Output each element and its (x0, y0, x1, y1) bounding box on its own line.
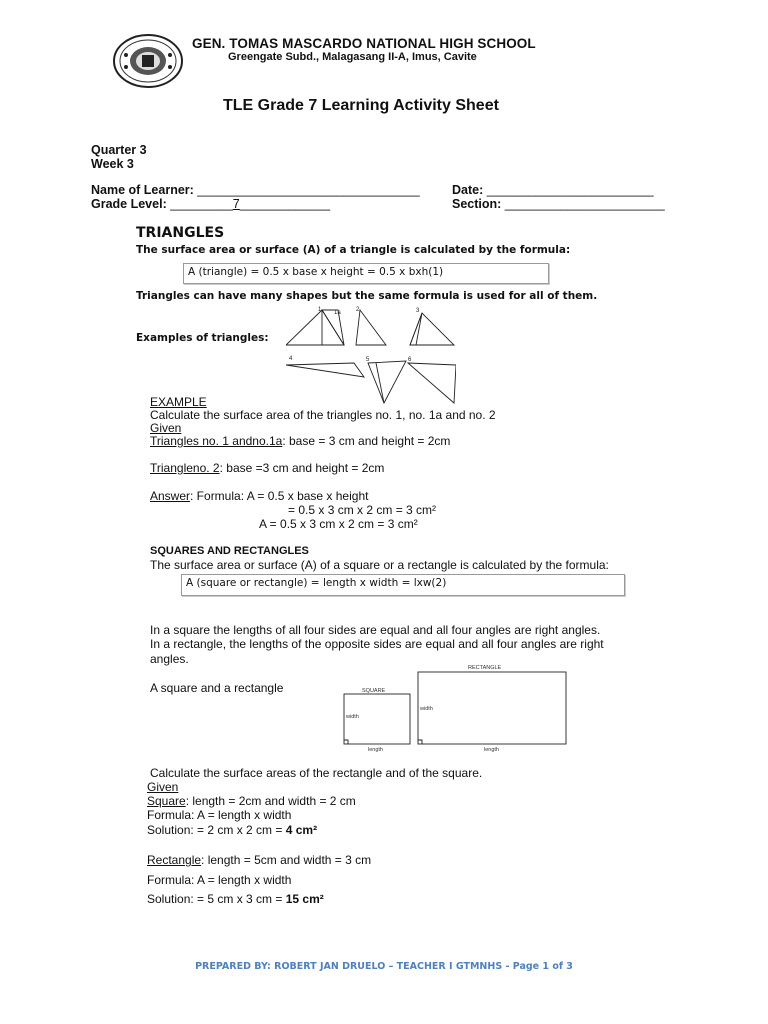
square-given-label: Square (147, 794, 186, 808)
grade-level-field (91, 197, 330, 211)
example-answer-label: Answer (150, 489, 191, 503)
section-field (452, 197, 665, 211)
triangle-label-1a: 1a (334, 310, 341, 316)
triangles-heading: TRIANGLES (136, 225, 225, 241)
square-answer: 4 cm² (285, 823, 318, 837)
rectangle-shape (418, 672, 566, 744)
rectangle-answer: 15 cm² (285, 892, 324, 906)
examples-label: Examples of triangles: (136, 332, 269, 344)
rectangle-given (147, 853, 371, 867)
example-answer-rest: : Formula: A = 0.5 x base x height (190, 489, 369, 503)
rectangle-given-rest: : length = 5cm and width = 3 cm (201, 853, 372, 867)
school-seal-logo (112, 33, 184, 89)
rectangle-width-label: width (420, 706, 433, 712)
squares-intro: The surface area or surface (A) of a square or a rectangle is calculated by the formula: (150, 558, 609, 572)
squares-desc2: In a rectangle, the lengths of the opposite sides are equal and all four angles are right (150, 637, 604, 651)
triangle-label-6: 6 (408, 357, 412, 363)
calc-given: Given (147, 780, 179, 794)
squares-heading: SQUARES AND RECTANGLES (150, 545, 309, 557)
triangles-note: Triangles can have many shapes but the same formula is used for all of them. (136, 290, 598, 302)
rectangle-length-label: length (484, 747, 499, 752)
square-given-rest: : length = 2cm and width = 2 cm (185, 794, 356, 808)
example-line1 (150, 434, 450, 448)
triangle-label-2: 2 (356, 307, 360, 313)
name-blank: ________________________________ (197, 183, 420, 197)
school-address: Greengate Subd., Malagasang II-A, Imus, Cavite (228, 51, 477, 63)
example-answer-line2: = 0.5 x 3 cm x 2 cm = 3 cm² (288, 503, 437, 517)
squares-desc1: In a square the lengths of all four sides are equal and all four angles are right angles. (150, 623, 601, 637)
section-blank: _______________________ (504, 197, 665, 211)
square-formula-box (181, 574, 625, 596)
grade-value: 7 (232, 197, 240, 211)
example-answer-line3: A = 0.5 x 3 cm x 2 cm = 3 cm² (259, 517, 418, 531)
example-line1-rest: : base = 3 cm and height = 2cm (282, 434, 451, 448)
date-field (452, 183, 654, 197)
triangle-label-1: 1 (318, 307, 322, 313)
example-heading: EXAMPLE (150, 395, 207, 409)
example-answer (150, 489, 368, 503)
quarter-label: Quarter 3 (91, 143, 147, 157)
example-given: Given (150, 421, 182, 435)
square-solution (147, 823, 317, 837)
page-title: TLE Grade 7 Learning Activity Sheet (223, 97, 499, 114)
week-label: Week 3 (91, 157, 134, 171)
square-length-label: length (368, 747, 383, 752)
rectangle-title: RECTANGLE (468, 665, 502, 671)
rectangle-formula-line: Formula: A = length x width (147, 873, 292, 887)
example-line2 (150, 461, 384, 475)
triangle-formula-box (183, 263, 549, 284)
calc-task: Calculate the surface areas of the rectangle and of the square. (150, 766, 483, 780)
triangles-figure (286, 305, 456, 405)
name-of-learner-field (91, 183, 420, 197)
rectangle-given-label: Rectangle (147, 853, 202, 867)
grade-blank-post: _____________ (239, 197, 331, 211)
example-line2-rest: : base =3 cm and height = 2cm (219, 461, 385, 475)
date-blank: ________________________ (486, 183, 654, 197)
figure-caption: A square and a rectangle (150, 681, 284, 695)
triangle-label-3: 3 (416, 308, 420, 314)
square-given (147, 794, 356, 808)
squares-desc3: angles. (150, 652, 189, 666)
triangles-intro: The surface area or surface (A) of a triangle is calculated by the formula: (136, 244, 571, 256)
square-solution-text: Solution: = 2 cm x 2 cm = (147, 823, 286, 837)
section-label: Section: (452, 197, 502, 211)
rectangle-solution-text: Solution: = 5 cm x 3 cm = (147, 892, 286, 906)
square-rectangle-figure (338, 660, 570, 752)
name-label: Name of Learner: (91, 183, 194, 197)
page-footer: PREPARED BY: ROBERT JAN DRUELO – TEACHER I GTMNHS - Page 1 of 3 (195, 961, 573, 972)
square-width-label: width (346, 714, 359, 720)
triangle-formula: A (triangle) = 0.5 x base x height = 0.5 x bxh(1) (188, 266, 444, 278)
grade-label: Grade Level: (91, 197, 167, 211)
example-task: Calculate the surface area of the triangles no. 1, no. 1a and no. 2 (150, 408, 496, 422)
date-label: Date: (452, 183, 484, 197)
square-formula: A (square or rectangle) = length x width = lxw(2) (186, 577, 447, 589)
example-line2-label: Triangleno. 2 (150, 461, 220, 475)
square-formula-line: Formula: A = length x width (147, 808, 292, 822)
triangle-label-4: 4 (289, 356, 293, 362)
example-line1-label: Triangles no. 1 andno.1a (150, 434, 283, 448)
rectangle-solution (147, 892, 324, 906)
grade-blank-pre: _________ (170, 197, 233, 211)
square-title: SQUARE (362, 688, 386, 694)
school-name: GEN. TOMAS MASCARDO NATIONAL HIGH SCHOOL (192, 36, 536, 51)
triangle-label-5: 5 (366, 357, 370, 363)
